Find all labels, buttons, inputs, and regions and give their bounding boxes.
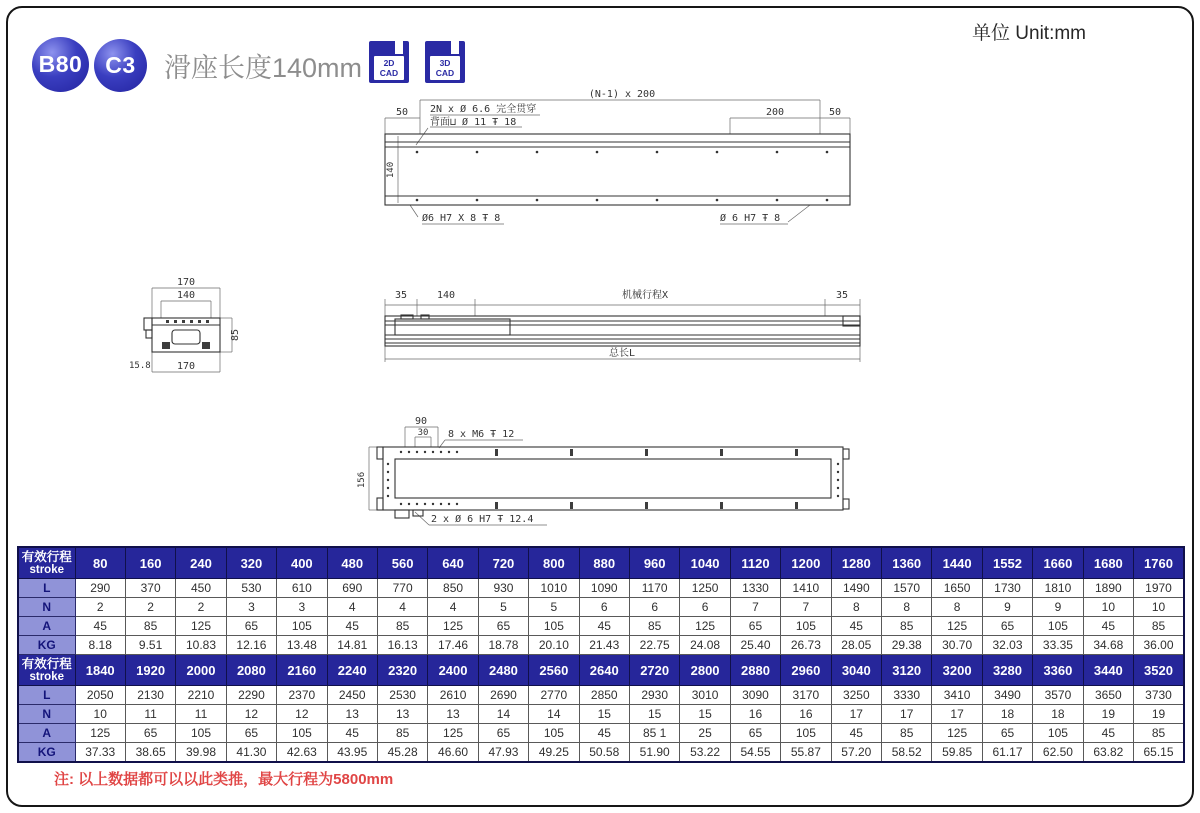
mounting-holes	[416, 151, 829, 202]
stroke-col-header: 2640	[579, 655, 629, 686]
stroke-col-header: 3200	[932, 655, 982, 686]
hole-note-line1: 2N x Ø 6.6 完全贯穿	[430, 104, 537, 115]
m6-hole-note: 8 x M6 Ŧ 12	[448, 429, 515, 440]
cell-a: 125	[932, 617, 982, 636]
stroke-col-header: 3520	[1134, 655, 1184, 686]
cell-l: 1490	[831, 579, 881, 598]
cell-n: 9	[982, 598, 1032, 617]
cell-n: 14	[478, 705, 528, 724]
cell-l: 1250	[680, 579, 730, 598]
series-badge: C3	[94, 39, 147, 92]
cell-kg: 12.16	[226, 636, 276, 655]
cell-l: 2290	[226, 686, 276, 705]
data-row-kg	[18, 743, 1184, 763]
cell-n: 15	[629, 705, 679, 724]
cell-a: 105	[1033, 617, 1083, 636]
dowel-hole-note: 2 x Ø 6 H7 Ŧ 12.4	[431, 514, 534, 525]
dim-15-8: 15.8	[129, 361, 151, 371]
cell-l: 1010	[529, 579, 579, 598]
cell-l: 3330	[882, 686, 932, 705]
cell-kg: 61.17	[982, 743, 1032, 763]
disk-shutter	[393, 41, 403, 54]
cell-l: 2370	[277, 686, 327, 705]
cell-l: 770	[377, 579, 427, 598]
rail-outline	[385, 134, 850, 205]
cell-a: 125	[428, 617, 478, 636]
stroke-col-header: 1200	[781, 547, 831, 579]
cell-n: 10	[1134, 598, 1184, 617]
cell-kg: 21.43	[579, 636, 629, 655]
cell-kg: 8.18	[75, 636, 125, 655]
cell-kg: 41.30	[226, 743, 276, 763]
stroke-col-header: 1040	[680, 547, 730, 579]
cad-2d-label: 2D CAD	[374, 56, 404, 80]
cell-kg: 10.83	[176, 636, 226, 655]
cell-n: 11	[176, 705, 226, 724]
cell-l: 1810	[1033, 579, 1083, 598]
cell-l: 1570	[882, 579, 932, 598]
cell-kg: 47.93	[478, 743, 528, 763]
cell-l: 3170	[781, 686, 831, 705]
side-view-drawing	[375, 283, 865, 373]
stroke-corner-title: 有效行程	[21, 550, 72, 564]
data-row-n	[18, 705, 1184, 724]
cell-l: 1890	[1083, 579, 1133, 598]
cell-kg: 20.10	[529, 636, 579, 655]
stroke-col-header: 1760	[1134, 547, 1184, 579]
cell-n: 2	[75, 598, 125, 617]
cell-n: 6	[579, 598, 629, 617]
data-row-l	[18, 579, 1184, 598]
dim-200: 200	[765, 107, 785, 118]
stroke-col-header: 160	[125, 547, 175, 579]
cell-l: 610	[277, 579, 327, 598]
cell-a: 45	[1083, 617, 1133, 636]
dim-90: 90	[414, 416, 428, 427]
stroke-col-header: 2400	[428, 655, 478, 686]
stroke-col-header: 560	[377, 547, 427, 579]
stroke-col-header: 1920	[125, 655, 175, 686]
cell-a: 45	[75, 617, 125, 636]
cell-a: 105	[277, 724, 327, 743]
row-label-kg: KG	[18, 743, 75, 763]
stroke-col-header: 1280	[831, 547, 881, 579]
stroke-col-header: 480	[327, 547, 377, 579]
stroke-corner-cell	[18, 655, 75, 686]
cell-n: 5	[529, 598, 579, 617]
cell-n: 2	[176, 598, 226, 617]
rail-outline	[385, 315, 860, 346]
cell-a: 65	[730, 724, 780, 743]
data-row-n	[18, 598, 1184, 617]
data-row-l	[18, 686, 1184, 705]
data-row-a	[18, 617, 1184, 636]
cell-l: 2210	[176, 686, 226, 705]
cell-n: 17	[831, 705, 881, 724]
row-label-kg: KG	[18, 636, 75, 655]
cell-l: 2610	[428, 686, 478, 705]
stroke-col-header: 2080	[226, 655, 276, 686]
cell-l: 1410	[781, 579, 831, 598]
cell-kg: 59.85	[932, 743, 982, 763]
cell-a: 85	[377, 724, 427, 743]
stroke-col-header: 3120	[882, 655, 932, 686]
cell-a: 45	[831, 724, 881, 743]
dim-85: 85	[230, 328, 241, 342]
cell-n: 3	[226, 598, 276, 617]
cell-a: 85	[377, 617, 427, 636]
cell-a: 25	[680, 724, 730, 743]
cell-kg: 62.50	[1033, 743, 1083, 763]
cell-n: 17	[932, 705, 982, 724]
cell-a: 85	[629, 617, 679, 636]
cell-kg: 51.90	[629, 743, 679, 763]
cell-l: 2130	[125, 686, 175, 705]
cell-l: 2530	[377, 686, 427, 705]
dim-156: 156	[357, 471, 367, 489]
stroke-col-header: 240	[176, 547, 226, 579]
cell-kg: 55.87	[781, 743, 831, 763]
cell-kg: 16.13	[377, 636, 427, 655]
cell-kg: 18.78	[478, 636, 528, 655]
cell-l: 3490	[982, 686, 1032, 705]
cell-l: 3730	[1134, 686, 1184, 705]
stroke-dim-label: 机械行程X	[621, 290, 669, 301]
cell-a: 85 1	[629, 724, 679, 743]
cell-l: 690	[327, 579, 377, 598]
cell-kg: 13.48	[277, 636, 327, 655]
stroke-col-header: 1120	[730, 547, 780, 579]
cell-kg: 58.52	[882, 743, 932, 763]
stroke-corner-cell	[18, 547, 75, 579]
cell-l: 3650	[1083, 686, 1133, 705]
row-label-l: L	[18, 686, 75, 705]
row-label-n: N	[18, 598, 75, 617]
cell-n: 6	[680, 598, 730, 617]
cell-l: 1730	[982, 579, 1032, 598]
cell-a: 45	[579, 724, 629, 743]
stroke-col-header: 2160	[277, 655, 327, 686]
cell-a: 65	[478, 617, 528, 636]
cell-kg: 29.38	[882, 636, 932, 655]
cell-kg: 50.58	[579, 743, 629, 763]
stroke-block-2	[18, 655, 1184, 763]
cell-kg: 53.22	[680, 743, 730, 763]
stroke-col-header: 2480	[478, 655, 528, 686]
stroke-col-header: 3440	[1083, 655, 1133, 686]
unit-label: 单位 Unit:mm	[972, 23, 1087, 44]
cell-a: 125	[680, 617, 730, 636]
cell-n: 14	[529, 705, 579, 724]
model-badge: B80	[32, 37, 89, 92]
cell-l: 2850	[579, 686, 629, 705]
dim-170-top: 170	[176, 277, 196, 288]
cell-l: 3410	[932, 686, 982, 705]
cell-n: 8	[831, 598, 881, 617]
stroke-header-row	[18, 547, 1184, 579]
cell-n: 5	[478, 598, 528, 617]
footer-note: 注: 以上数据都可以以此类推，最大行程为5800mm	[54, 771, 394, 788]
stroke-col-header: 3280	[982, 655, 1032, 686]
cell-a: 45	[579, 617, 629, 636]
hole-callout-left: Ø6 H7 X 8 Ŧ 8	[422, 213, 501, 224]
data-row-a	[18, 724, 1184, 743]
cell-a: 65	[982, 617, 1032, 636]
stroke-col-header: 2720	[629, 655, 679, 686]
dim-pitch: (N-1) x 200	[588, 89, 656, 100]
cell-a: 65	[478, 724, 528, 743]
cell-l: 1650	[932, 579, 982, 598]
stroke-col-header: 2560	[529, 655, 579, 686]
row-label-n: N	[18, 705, 75, 724]
cell-kg: 30.70	[932, 636, 982, 655]
cell-a: 105	[1033, 724, 1083, 743]
cell-n: 7	[781, 598, 831, 617]
data-row-kg	[18, 636, 1184, 655]
stroke-col-header: 720	[478, 547, 528, 579]
cell-n: 3	[277, 598, 327, 617]
cell-kg: 32.03	[982, 636, 1032, 655]
dim-30: 30	[417, 428, 429, 438]
cell-a: 45	[1083, 724, 1133, 743]
cell-l: 1330	[730, 579, 780, 598]
cell-a: 65	[125, 724, 175, 743]
cell-n: 8	[932, 598, 982, 617]
dim-50-left: 50	[395, 107, 409, 118]
top-view-drawing	[372, 88, 867, 238]
cell-kg: 43.95	[327, 743, 377, 763]
stroke-corner-title: 有效行程	[21, 657, 72, 671]
cell-kg: 65.15	[1134, 743, 1184, 763]
cell-n: 2	[125, 598, 175, 617]
cell-l: 3090	[730, 686, 780, 705]
cell-l: 2930	[629, 686, 679, 705]
cell-n: 13	[428, 705, 478, 724]
cell-a: 85	[125, 617, 175, 636]
cell-a: 105	[277, 617, 327, 636]
stroke-col-header: 1660	[1033, 547, 1083, 579]
stroke-col-header: 800	[529, 547, 579, 579]
cell-a: 105	[529, 724, 579, 743]
base-outline	[377, 447, 849, 518]
cell-n: 6	[629, 598, 679, 617]
stroke-col-header: 1552	[982, 547, 1032, 579]
cell-kg: 34.68	[1083, 636, 1133, 655]
stroke-col-header: 3040	[831, 655, 881, 686]
cell-kg: 45.28	[377, 743, 427, 763]
cell-l: 3570	[1033, 686, 1083, 705]
cell-a: 105	[176, 724, 226, 743]
cell-n: 13	[327, 705, 377, 724]
cell-kg: 25.40	[730, 636, 780, 655]
cad-2d-download-icon[interactable]	[369, 41, 409, 83]
cell-n: 15	[680, 705, 730, 724]
cell-a: 65	[730, 617, 780, 636]
dim-50-right: 50	[828, 107, 842, 118]
stroke-col-header: 80	[75, 547, 125, 579]
band-ticks	[495, 449, 798, 509]
dim-35-right: 35	[835, 290, 849, 301]
stroke-corner-subtitle: stroke	[29, 564, 65, 576]
cell-a: 65	[226, 724, 276, 743]
stroke-corner-subtitle: stroke	[29, 671, 65, 683]
cell-l: 530	[226, 579, 276, 598]
cell-n: 7	[730, 598, 780, 617]
stroke-col-header: 1840	[75, 655, 125, 686]
cell-l: 930	[478, 579, 528, 598]
cell-n: 9	[1033, 598, 1083, 617]
cell-n: 16	[781, 705, 831, 724]
cell-kg: 36.00	[1134, 636, 1184, 655]
stroke-header-row	[18, 655, 1184, 686]
cell-a: 65	[226, 617, 276, 636]
dim-170-bottom: 170	[176, 361, 196, 372]
cell-a: 45	[831, 617, 881, 636]
cell-kg: 28.05	[831, 636, 881, 655]
cell-l: 2690	[478, 686, 528, 705]
cell-kg: 37.33	[75, 743, 125, 763]
cell-kg: 49.25	[529, 743, 579, 763]
row-label-a: A	[18, 617, 75, 636]
cell-l: 3010	[680, 686, 730, 705]
cell-kg: 26.73	[781, 636, 831, 655]
stroke-col-header: 2000	[176, 655, 226, 686]
cell-l: 450	[176, 579, 226, 598]
cad-3d-download-icon[interactable]	[425, 41, 465, 83]
cell-kg: 22.75	[629, 636, 679, 655]
stroke-col-header: 1440	[932, 547, 982, 579]
cell-l: 3250	[831, 686, 881, 705]
cell-n: 4	[377, 598, 427, 617]
cell-kg: 9.51	[125, 636, 175, 655]
cell-a: 105	[781, 617, 831, 636]
cell-l: 370	[125, 579, 175, 598]
hole-callout-right: Ø 6 H7 Ŧ 8	[720, 213, 781, 224]
cell-kg: 38.65	[125, 743, 175, 763]
cell-a: 125	[176, 617, 226, 636]
page-title: 滑座长度140mm	[164, 53, 363, 83]
cell-n: 12	[277, 705, 327, 724]
stroke-col-header: 960	[629, 547, 679, 579]
cell-a: 85	[882, 724, 932, 743]
cell-n: 8	[882, 598, 932, 617]
cell-l: 1090	[579, 579, 629, 598]
dim-140: 140	[436, 290, 456, 301]
cell-a: 85	[882, 617, 932, 636]
cell-kg: 14.81	[327, 636, 377, 655]
stroke-col-header: 2880	[730, 655, 780, 686]
cell-kg: 42.63	[277, 743, 327, 763]
cell-a: 125	[932, 724, 982, 743]
cell-a: 85	[1134, 617, 1184, 636]
stroke-col-header: 320	[226, 547, 276, 579]
cell-n: 13	[377, 705, 427, 724]
cell-n: 19	[1134, 705, 1184, 724]
stroke-col-header: 400	[277, 547, 327, 579]
cell-kg: 33.35	[1033, 636, 1083, 655]
stroke-col-header: 2800	[680, 655, 730, 686]
cell-l: 850	[428, 579, 478, 598]
cell-l: 1170	[629, 579, 679, 598]
stroke-col-header: 880	[579, 547, 629, 579]
stroke-col-header: 640	[428, 547, 478, 579]
row-label-l: L	[18, 579, 75, 598]
cell-l: 2450	[327, 686, 377, 705]
stroke-col-header: 2960	[781, 655, 831, 686]
stroke-col-header: 3360	[1033, 655, 1083, 686]
cell-a: 125	[428, 724, 478, 743]
dim-140: 140	[176, 290, 196, 301]
cell-kg: 57.20	[831, 743, 881, 763]
stroke-block-1	[18, 547, 1184, 655]
profile-feet	[162, 320, 210, 349]
cell-n: 4	[327, 598, 377, 617]
cell-n: 12	[226, 705, 276, 724]
row-label-a: A	[18, 724, 75, 743]
cell-a: 45	[327, 724, 377, 743]
hole-note-line2: 背面⊔ Ø 11 Ŧ 18	[430, 117, 517, 128]
cross-section-drawing	[128, 278, 328, 383]
cell-a: 65	[982, 724, 1032, 743]
dim-35-left: 35	[394, 290, 408, 301]
cell-a: 85	[1134, 724, 1184, 743]
cell-a: 105	[529, 617, 579, 636]
cell-kg: 63.82	[1083, 743, 1133, 763]
cell-kg: 46.60	[428, 743, 478, 763]
cell-n: 11	[125, 705, 175, 724]
cell-l: 290	[75, 579, 125, 598]
cell-n: 10	[1083, 598, 1133, 617]
cell-n: 16	[730, 705, 780, 724]
cell-kg: 17.46	[428, 636, 478, 655]
cell-l: 2050	[75, 686, 125, 705]
cell-a: 45	[327, 617, 377, 636]
cell-l: 2770	[529, 686, 579, 705]
dim-140-vertical: 140	[386, 161, 396, 179]
cell-kg: 54.55	[730, 743, 780, 763]
cell-a: 125	[75, 724, 125, 743]
total-length-label: 总长L	[608, 348, 636, 359]
stroke-table	[17, 546, 1185, 763]
cell-l: 1970	[1134, 579, 1184, 598]
stroke-col-header: 1360	[882, 547, 932, 579]
stroke-col-header: 1680	[1083, 547, 1133, 579]
bottom-view-drawing	[355, 418, 865, 540]
cell-kg: 24.08	[680, 636, 730, 655]
cell-n: 18	[1033, 705, 1083, 724]
cell-n: 19	[1083, 705, 1133, 724]
cell-n: 18	[982, 705, 1032, 724]
cad-3d-label: 3D CAD	[430, 56, 460, 80]
stroke-col-header: 2240	[327, 655, 377, 686]
cell-a: 105	[781, 724, 831, 743]
cell-n: 4	[428, 598, 478, 617]
cell-n: 10	[75, 705, 125, 724]
disk-shutter	[449, 41, 459, 54]
cell-n: 17	[882, 705, 932, 724]
cell-n: 15	[579, 705, 629, 724]
stroke-col-header: 2320	[377, 655, 427, 686]
cell-kg: 39.98	[176, 743, 226, 763]
